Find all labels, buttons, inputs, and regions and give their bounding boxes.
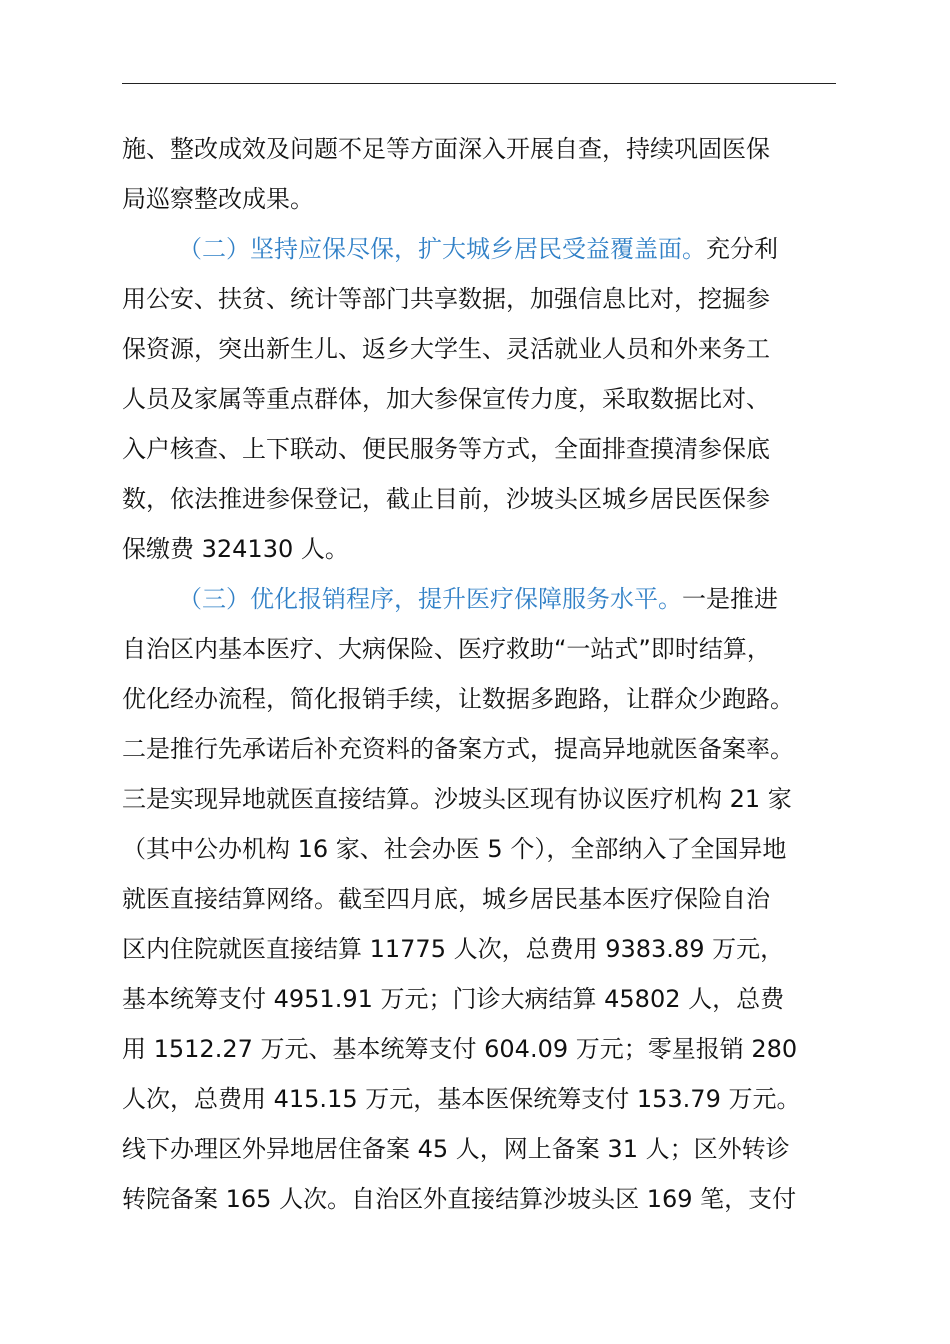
text-line: 保资源，突出新生儿、返乡大学生、灵活就业人员和外来务工 <box>122 335 770 363</box>
paragraph-2 <box>122 224 838 574</box>
text-line: 自治区内基本医疗、大病保险、医疗救助“一站式”即时结算， <box>122 635 771 663</box>
text-line: （其中公办机构 16 家、社会办医 5 个），全部纳入了全国异地 <box>122 835 787 863</box>
paragraph-first-line <box>122 224 838 274</box>
text-line: 二是推行先承诺后补充资料的备案方式，提高异地就医备案率。 <box>122 735 794 763</box>
text-line: 保缴费 324130 人。 <box>122 535 349 563</box>
text-line: 施、整改成效及问题不足等方面深入开展自查，持续巩固医保 <box>122 135 770 163</box>
text-fragment: 充分利 <box>706 235 778 263</box>
text-line: 数，依法推进参保登记，截止目前，沙坡头区城乡居民医保参 <box>122 485 770 513</box>
paragraph-first-line <box>122 574 838 624</box>
text-line: 就医直接结算网络。截至四月底，城乡居民基本医疗保险自治 <box>122 885 770 913</box>
text-line: 局巡察整改成果。 <box>122 185 314 213</box>
paragraph-3 <box>122 574 838 1224</box>
text-line: 优化经办流程，简化报销手续，让数据多跑路，让群众少跑路。 <box>122 685 794 713</box>
text-line: 人次，总费用 415.15 万元，基本医保统筹支付 153.79 万元。 <box>122 1085 801 1113</box>
text-line: 用公安、扶贫、统计等部门共享数据，加强信息比对，挖掘参 <box>122 285 770 313</box>
section-heading-2: （二）坚持应保尽保，扩大城乡居民受益覆盖面。 <box>178 235 706 263</box>
text-line: 转院备案 165 人次。自治区外直接结算沙坡头区 169 笔，支付 <box>122 1185 797 1213</box>
text-line: 三是实现异地就医直接结算。沙坡头区现有协议医疗机构 21 家 <box>122 785 792 813</box>
section-heading-3: （三）优化报销程序，提升医疗保障服务水平。 <box>178 585 682 613</box>
text-line: 人员及家属等重点群体，加大参保宣传力度，采取数据比对、 <box>122 385 770 413</box>
text-line: 基本统筹支付 4951.91 万元；门诊大病结算 45802 人，总费 <box>122 985 785 1013</box>
text-line: 用 1512.27 万元、基本统筹支付 604.09 万元；零星报销 280 <box>122 1035 798 1063</box>
text-fragment: 一是推进 <box>682 585 778 613</box>
text-line: 入户核查、上下联动、便民服务等方式，全面排查摸清参保底 <box>122 435 770 463</box>
text-line: 区内住院就医直接结算 11775 人次，总费用 9383.89 万元， <box>122 935 785 963</box>
document-body <box>122 124 838 1224</box>
header-rule <box>122 83 836 84</box>
paragraph-1 <box>122 124 838 224</box>
text-line: 线下办理区外异地居住备案 45 人，网上备案 31 人；区外转诊 <box>122 1135 790 1163</box>
